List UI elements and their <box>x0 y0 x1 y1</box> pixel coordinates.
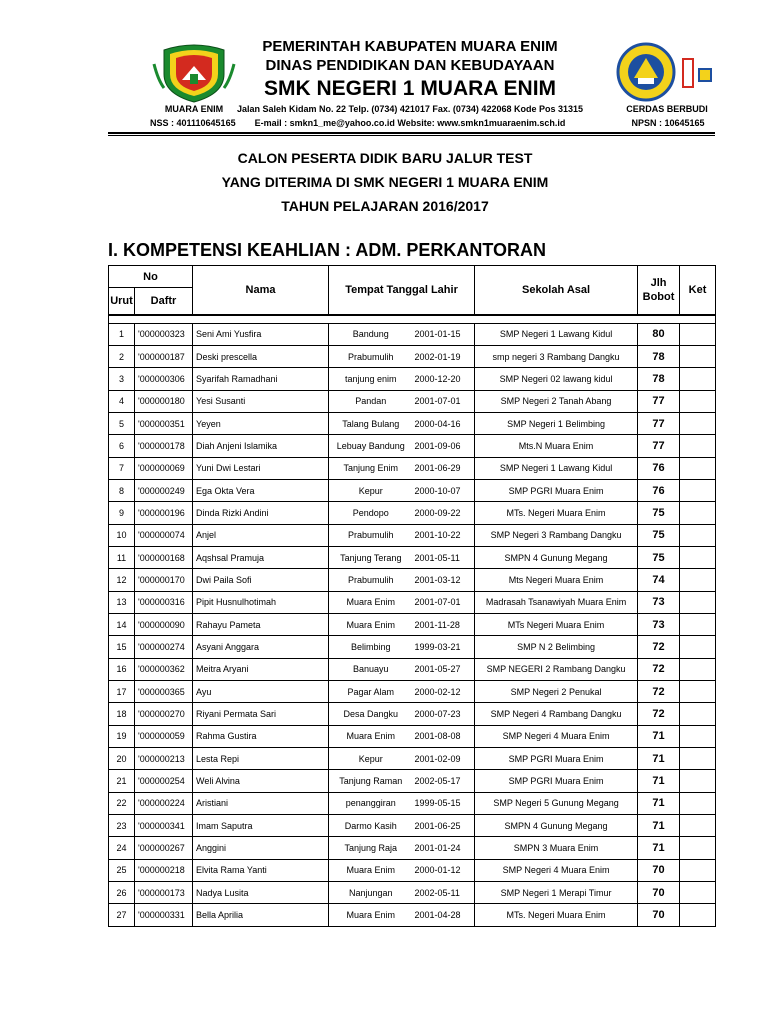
tempat-lahir-cell: Kepur <box>329 748 413 770</box>
urut-cell: 13 <box>109 591 135 613</box>
daftar-cell: '000000224 <box>135 792 193 814</box>
urut-cell: 26 <box>109 882 135 904</box>
table-row <box>109 658 716 680</box>
tanggal-lahir-cell: 2001-01-24 <box>413 837 475 859</box>
sekolah-asal-cell: SMPN 3 Muara Enim <box>475 837 638 859</box>
tanggal-lahir-cell: 2002-05-11 <box>413 882 475 904</box>
daftar-cell: '000000254 <box>135 770 193 792</box>
muara-enim-logo <box>150 44 238 104</box>
urut-cell: 5 <box>109 412 135 434</box>
urut-cell: 24 <box>109 837 135 859</box>
ket-cell <box>680 412 716 434</box>
table-row <box>109 636 716 658</box>
daftar-cell: '000000173 <box>135 882 193 904</box>
sekolah-asal-cell: SMP Negeri 1 Belimbing <box>475 412 638 434</box>
daftar-cell: '000000168 <box>135 546 193 568</box>
table-row <box>109 725 716 747</box>
tempat-lahir-cell: Muara Enim <box>329 904 413 926</box>
nama-cell: Ayu <box>193 681 329 703</box>
tempat-lahir-cell: Belimbing <box>329 636 413 658</box>
bobot-cell: 78 <box>638 345 680 367</box>
table-row <box>109 479 716 501</box>
tanggal-lahir-cell: 2000-10-07 <box>413 479 475 501</box>
tempat-lahir-cell: Nanjungan <box>329 882 413 904</box>
table-row <box>109 904 716 926</box>
header-sekolah: Sekolah Asal <box>475 266 638 315</box>
tempat-lahir-cell: Pagar Alam <box>329 681 413 703</box>
sekolah-asal-cell: SMP NEGERI 2 Rambang Dangku <box>475 658 638 680</box>
government-title: PEMERINTAH KABUPATEN MUARA ENIM <box>262 38 558 55</box>
daftar-cell: '000000213 <box>135 748 193 770</box>
bobot-cell: 73 <box>638 613 680 635</box>
bobot-cell: 72 <box>638 658 680 680</box>
nama-cell: Anjel <box>193 524 329 546</box>
urut-cell: 18 <box>109 703 135 725</box>
daftar-cell: '000000341 <box>135 815 193 837</box>
nama-cell: Ega Okta Vera <box>193 479 329 501</box>
daftar-cell: '000000178 <box>135 435 193 457</box>
table-row <box>109 412 716 434</box>
tempat-lahir-cell: penanggiran <box>329 792 413 814</box>
header-divider <box>108 132 715 134</box>
urut-cell: 27 <box>109 904 135 926</box>
bobot-cell: 70 <box>638 859 680 881</box>
tempat-lahir-cell: tanjung enim <box>329 368 413 390</box>
urut-cell: 12 <box>109 569 135 591</box>
table-row <box>109 524 716 546</box>
tanggal-lahir-cell: 2001-06-29 <box>413 457 475 479</box>
table-body <box>109 323 716 926</box>
ket-cell <box>680 725 716 747</box>
ket-cell <box>680 390 716 412</box>
ket-cell <box>680 859 716 881</box>
urut-cell: 7 <box>109 457 135 479</box>
tempat-lahir-cell: Pandan <box>329 390 413 412</box>
sekolah-asal-cell: SMP Negeri 1 Merapi Timur <box>475 882 638 904</box>
nama-cell: Deski prescella <box>193 345 329 367</box>
nama-cell: Aristiani <box>193 792 329 814</box>
sekolah-asal-cell: SMP Negeri 02 lawang kidul <box>475 368 638 390</box>
nama-cell: Riyani Permata Sari <box>193 703 329 725</box>
tanggal-lahir-cell: 2000-09-22 <box>413 502 475 524</box>
urut-cell: 15 <box>109 636 135 658</box>
tanggal-lahir-cell: 2001-05-11 <box>413 546 475 568</box>
tanggal-lahir-cell: 2001-07-01 <box>413 390 475 412</box>
tanggal-lahir-cell: 2001-06-25 <box>413 815 475 837</box>
sekolah-asal-cell: SMP Negeri 1 Lawang Kidul <box>475 457 638 479</box>
nama-cell: Asyani Anggara <box>193 636 329 658</box>
bobot-cell: 76 <box>638 479 680 501</box>
bobot-cell: 73 <box>638 591 680 613</box>
tempat-lahir-cell: Pendopo <box>329 502 413 524</box>
bobot-cell: 75 <box>638 524 680 546</box>
table-row <box>109 815 716 837</box>
school-emblem-logo <box>612 40 722 104</box>
daftar-cell: '000000267 <box>135 837 193 859</box>
urut-cell: 23 <box>109 815 135 837</box>
tanggal-lahir-cell: 2001-07-01 <box>413 591 475 613</box>
sekolah-asal-cell: SMP Negeri 1 Lawang Kidul <box>475 323 638 345</box>
left-logo-label: MUARA ENIM <box>164 104 224 114</box>
bobot-cell: 78 <box>638 368 680 390</box>
tanggal-lahir-cell: 2000-01-12 <box>413 859 475 881</box>
section-heading: I. KOMPETENSI KEAHLIAN : ADM. PERKANTORAN <box>108 240 547 260</box>
nama-cell: Meitra Aryani <box>193 658 329 680</box>
tanggal-lahir-cell: 2001-03-12 <box>413 569 475 591</box>
tempat-lahir-cell: Prabumulih <box>329 569 413 591</box>
ket-cell <box>680 591 716 613</box>
sekolah-asal-cell: smp negeri 3 Rambang Dangku <box>475 345 638 367</box>
header-ket: Ket <box>680 266 716 315</box>
daftar-cell: '000000187 <box>135 345 193 367</box>
urut-cell: 20 <box>109 748 135 770</box>
ket-cell <box>680 748 716 770</box>
table-row <box>109 882 716 904</box>
daftar-cell: '000000362 <box>135 658 193 680</box>
bobot-cell: 70 <box>638 904 680 926</box>
tanggal-lahir-cell: 2000-07-23 <box>413 703 475 725</box>
nama-cell: Yuni Dwi Lestari <box>193 457 329 479</box>
tanggal-lahir-cell: 2001-05-27 <box>413 658 475 680</box>
sekolah-asal-cell: SMP N 2 Belimbing <box>475 636 638 658</box>
header-divider-thin <box>108 135 715 136</box>
nama-cell: Yesi Susanti <box>193 390 329 412</box>
tanggal-lahir-cell: 1999-05-15 <box>413 792 475 814</box>
nama-cell: Rahma Gustira <box>193 725 329 747</box>
bobot-cell: 71 <box>638 792 680 814</box>
document-subtitle: YANG DITERIMA DI SMK NEGERI 1 MUARA ENIM <box>221 174 549 190</box>
tempat-lahir-cell: Muara Enim <box>329 859 413 881</box>
table-row <box>109 748 716 770</box>
ket-cell <box>680 323 716 345</box>
tanggal-lahir-cell: 2002-05-17 <box>413 770 475 792</box>
nama-cell: Lesta Repi <box>193 748 329 770</box>
school-contact: E-mail : smkn1_me@yahoo.co.id Website: www.smkn1muaraenim.sch.id <box>254 118 566 128</box>
student-table <box>108 265 716 927</box>
ket-cell <box>680 546 716 568</box>
ket-cell <box>680 569 716 591</box>
tanggal-lahir-cell: 1999-03-21 <box>413 636 475 658</box>
daftar-cell: '000000059 <box>135 725 193 747</box>
table-row <box>109 569 716 591</box>
department-title: DINAS PENDIDIKAN DAN KEBUDAYAAN <box>265 57 555 74</box>
urut-cell: 19 <box>109 725 135 747</box>
ket-cell <box>680 658 716 680</box>
sekolah-asal-cell: MTs Negeri Muara Enim <box>475 613 638 635</box>
sekolah-asal-cell: SMP Negeri 5 Gunung Megang <box>475 792 638 814</box>
header-spacer <box>109 315 716 324</box>
nama-cell: Aqshsal Pramuja <box>193 546 329 568</box>
ket-cell <box>680 792 716 814</box>
table-row <box>109 390 716 412</box>
bobot-cell: 71 <box>638 748 680 770</box>
nama-cell: Seni Ami Yusfira <box>193 323 329 345</box>
ket-cell <box>680 681 716 703</box>
nama-cell: Diah Anjeni Islamika <box>193 435 329 457</box>
header-daftr: Daftr <box>135 288 193 315</box>
tempat-lahir-cell: Prabumulih <box>329 345 413 367</box>
tempat-lahir-cell: Desa Dangku <box>329 703 413 725</box>
nama-cell: Yeyen <box>193 412 329 434</box>
tanggal-lahir-cell: 2002-01-19 <box>413 345 475 367</box>
ket-cell <box>680 815 716 837</box>
nama-cell: Syarifah Ramadhani <box>193 368 329 390</box>
sekolah-asal-cell: MTs. Negeri Muara Enim <box>475 904 638 926</box>
daftar-cell: '000000074 <box>135 524 193 546</box>
table-row <box>109 681 716 703</box>
sekolah-asal-cell: SMP PGRI Muara Enim <box>475 770 638 792</box>
tanggal-lahir-cell: 2001-09-06 <box>413 435 475 457</box>
tempat-lahir-cell: Bandung <box>329 323 413 345</box>
nama-cell: Dinda Rizki Andini <box>193 502 329 524</box>
bobot-cell: 75 <box>638 502 680 524</box>
tanggal-lahir-cell: 2001-10-22 <box>413 524 475 546</box>
daftar-cell: '000000306 <box>135 368 193 390</box>
table-row <box>109 435 716 457</box>
daftar-cell: '000000090 <box>135 613 193 635</box>
ket-cell <box>680 345 716 367</box>
bobot-cell: 71 <box>638 815 680 837</box>
tanggal-lahir-cell: 2001-04-28 <box>413 904 475 926</box>
ket-cell <box>680 502 716 524</box>
header-ttl: Tempat Tanggal Lahir <box>329 266 475 315</box>
ket-cell <box>680 904 716 926</box>
bobot-cell: 77 <box>638 435 680 457</box>
tempat-lahir-cell: Prabumulih <box>329 524 413 546</box>
sekolah-asal-cell: Mts Negeri Muara Enim <box>475 569 638 591</box>
daftar-cell: '000000274 <box>135 636 193 658</box>
bobot-cell: 71 <box>638 837 680 859</box>
nama-cell: Weli Alvina <box>193 770 329 792</box>
urut-cell: 8 <box>109 479 135 501</box>
bobot-cell: 77 <box>638 390 680 412</box>
urut-cell: 2 <box>109 345 135 367</box>
urut-cell: 16 <box>109 658 135 680</box>
bobot-cell: 72 <box>638 681 680 703</box>
table-row <box>109 546 716 568</box>
tempat-lahir-cell: Tanjung Raman <box>329 770 413 792</box>
nama-cell: Bella Aprilia <box>193 904 329 926</box>
header-no: No <box>109 266 193 288</box>
ket-cell <box>680 636 716 658</box>
ket-cell <box>680 435 716 457</box>
sekolah-asal-cell: MTs. Negeri Muara Enim <box>475 502 638 524</box>
sekolah-asal-cell: SMP Negeri 3 Rambang Dangku <box>475 524 638 546</box>
urut-cell: 22 <box>109 792 135 814</box>
daftar-cell: '000000351 <box>135 412 193 434</box>
tempat-lahir-cell: Darmo Kasih <box>329 815 413 837</box>
document-title: CALON PESERTA DIDIK BARU JALUR TEST <box>237 150 533 166</box>
school-name: SMK NEGERI 1 MUARA ENIM <box>263 77 557 100</box>
tempat-lahir-cell: Talang Bulang <box>329 412 413 434</box>
header-urut: Urut <box>109 288 135 315</box>
npsn-number: NPSN : 10645165 <box>631 118 705 128</box>
urut-cell: 14 <box>109 613 135 635</box>
nama-cell: Pipit Husnulhotimah <box>193 591 329 613</box>
table-row <box>109 368 716 390</box>
tempat-lahir-cell: Muara Enim <box>329 591 413 613</box>
table-row <box>109 613 716 635</box>
urut-cell: 21 <box>109 770 135 792</box>
tempat-lahir-cell: Banuayu <box>329 658 413 680</box>
bobot-cell: 77 <box>638 412 680 434</box>
bobot-cell: 70 <box>638 882 680 904</box>
daftar-cell: '000000365 <box>135 681 193 703</box>
tanggal-lahir-cell: 2000-04-16 <box>413 412 475 434</box>
academic-year: TAHUN PELAJARAN 2016/2017 <box>281 198 489 214</box>
urut-cell: 3 <box>109 368 135 390</box>
table-row <box>109 859 716 881</box>
urut-cell: 25 <box>109 859 135 881</box>
tanggal-lahir-cell: 2000-02-12 <box>413 681 475 703</box>
tempat-lahir-cell: Kepur <box>329 479 413 501</box>
tempat-lahir-cell: Lebuay Bandung <box>329 435 413 457</box>
nama-cell: Dwi Paila Sofi <box>193 569 329 591</box>
nama-cell: Nadya Lusita <box>193 882 329 904</box>
urut-cell: 1 <box>109 323 135 345</box>
tempat-lahir-cell: Tanjung Terang <box>329 546 413 568</box>
sekolah-asal-cell: SMPN 4 Gunung Megang <box>475 546 638 568</box>
bobot-cell: 71 <box>638 770 680 792</box>
ket-cell <box>680 837 716 859</box>
ket-cell <box>680 479 716 501</box>
sekolah-asal-cell: SMP PGRI Muara Enim <box>475 479 638 501</box>
table-row <box>109 502 716 524</box>
tempat-lahir-cell: Muara Enim <box>329 725 413 747</box>
nama-cell: Rahayu Pameta <box>193 613 329 635</box>
school-address: Jalan Saleh Kidam No. 22 Telp. (0734) 421017 Fax. (0734) 422068 Kode Pos 31315 <box>236 104 584 114</box>
nama-cell: Elvita Rama Yanti <box>193 859 329 881</box>
table-row <box>109 792 716 814</box>
table-row <box>109 323 716 345</box>
ket-cell <box>680 524 716 546</box>
table-row <box>109 591 716 613</box>
tanggal-lahir-cell: 2001-02-09 <box>413 748 475 770</box>
ket-cell <box>680 770 716 792</box>
table-row <box>109 703 716 725</box>
daftar-cell: '000000323 <box>135 323 193 345</box>
nama-cell: Anggini <box>193 837 329 859</box>
bobot-cell: 72 <box>638 703 680 725</box>
table-row <box>109 457 716 479</box>
bobot-cell: 76 <box>638 457 680 479</box>
header-nama: Nama <box>193 266 329 315</box>
bobot-cell: 74 <box>638 569 680 591</box>
urut-cell: 6 <box>109 435 135 457</box>
sekolah-asal-cell: SMP Negeri 4 Muara Enim <box>475 725 638 747</box>
sekolah-asal-cell: SMP Negeri 2 Tanah Abang <box>475 390 638 412</box>
daftar-cell: '000000218 <box>135 859 193 881</box>
header-bobot: Jlh Bobot <box>638 266 680 315</box>
sekolah-asal-cell: SMP PGRI Muara Enim <box>475 748 638 770</box>
ket-cell <box>680 613 716 635</box>
tanggal-lahir-cell: 2000-12-20 <box>413 368 475 390</box>
nss-number: NSS : 401110645165 <box>150 118 236 128</box>
daftar-cell: '000000249 <box>135 479 193 501</box>
sekolah-asal-cell: Mts.N Muara Enim <box>475 435 638 457</box>
urut-cell: 4 <box>109 390 135 412</box>
tanggal-lahir-cell: 2001-08-08 <box>413 725 475 747</box>
urut-cell: 17 <box>109 681 135 703</box>
urut-cell: 10 <box>109 524 135 546</box>
daftar-cell: '000000069 <box>135 457 193 479</box>
ket-cell <box>680 457 716 479</box>
tanggal-lahir-cell: 2001-11-28 <box>413 613 475 635</box>
tempat-lahir-cell: Tanjung Raja <box>329 837 413 859</box>
bobot-cell: 80 <box>638 323 680 345</box>
table-row <box>109 770 716 792</box>
daftar-cell: '000000170 <box>135 569 193 591</box>
sekolah-asal-cell: SMP Negeri 4 Muara Enim <box>475 859 638 881</box>
sekolah-asal-cell: SMPN 4 Gunung Megang <box>475 815 638 837</box>
urut-cell: 11 <box>109 546 135 568</box>
sekolah-asal-cell: SMP Negeri 4 Rambang Dangku <box>475 703 638 725</box>
sekolah-asal-cell: Madrasah Tsanawiyah Muara Enim <box>475 591 638 613</box>
daftar-cell: '000000316 <box>135 591 193 613</box>
sekolah-asal-cell: SMP Negeri 2 Penukal <box>475 681 638 703</box>
table-row <box>109 345 716 367</box>
ket-cell <box>680 703 716 725</box>
tempat-lahir-cell: Tanjung Enim <box>329 457 413 479</box>
daftar-cell: '000000331 <box>135 904 193 926</box>
daftar-cell: '000000180 <box>135 390 193 412</box>
bobot-cell: 75 <box>638 546 680 568</box>
daftar-cell: '000000270 <box>135 703 193 725</box>
urut-cell: 9 <box>109 502 135 524</box>
bobot-cell: 72 <box>638 636 680 658</box>
right-logo-label: CERDAS BERBUDI <box>626 104 708 114</box>
tanggal-lahir-cell: 2001-01-15 <box>413 323 475 345</box>
nama-cell: Imam Saputra <box>193 815 329 837</box>
tempat-lahir-cell: Muara Enim <box>329 613 413 635</box>
ket-cell <box>680 882 716 904</box>
ket-cell <box>680 368 716 390</box>
daftar-cell: '000000196 <box>135 502 193 524</box>
table-row <box>109 837 716 859</box>
bobot-cell: 71 <box>638 725 680 747</box>
